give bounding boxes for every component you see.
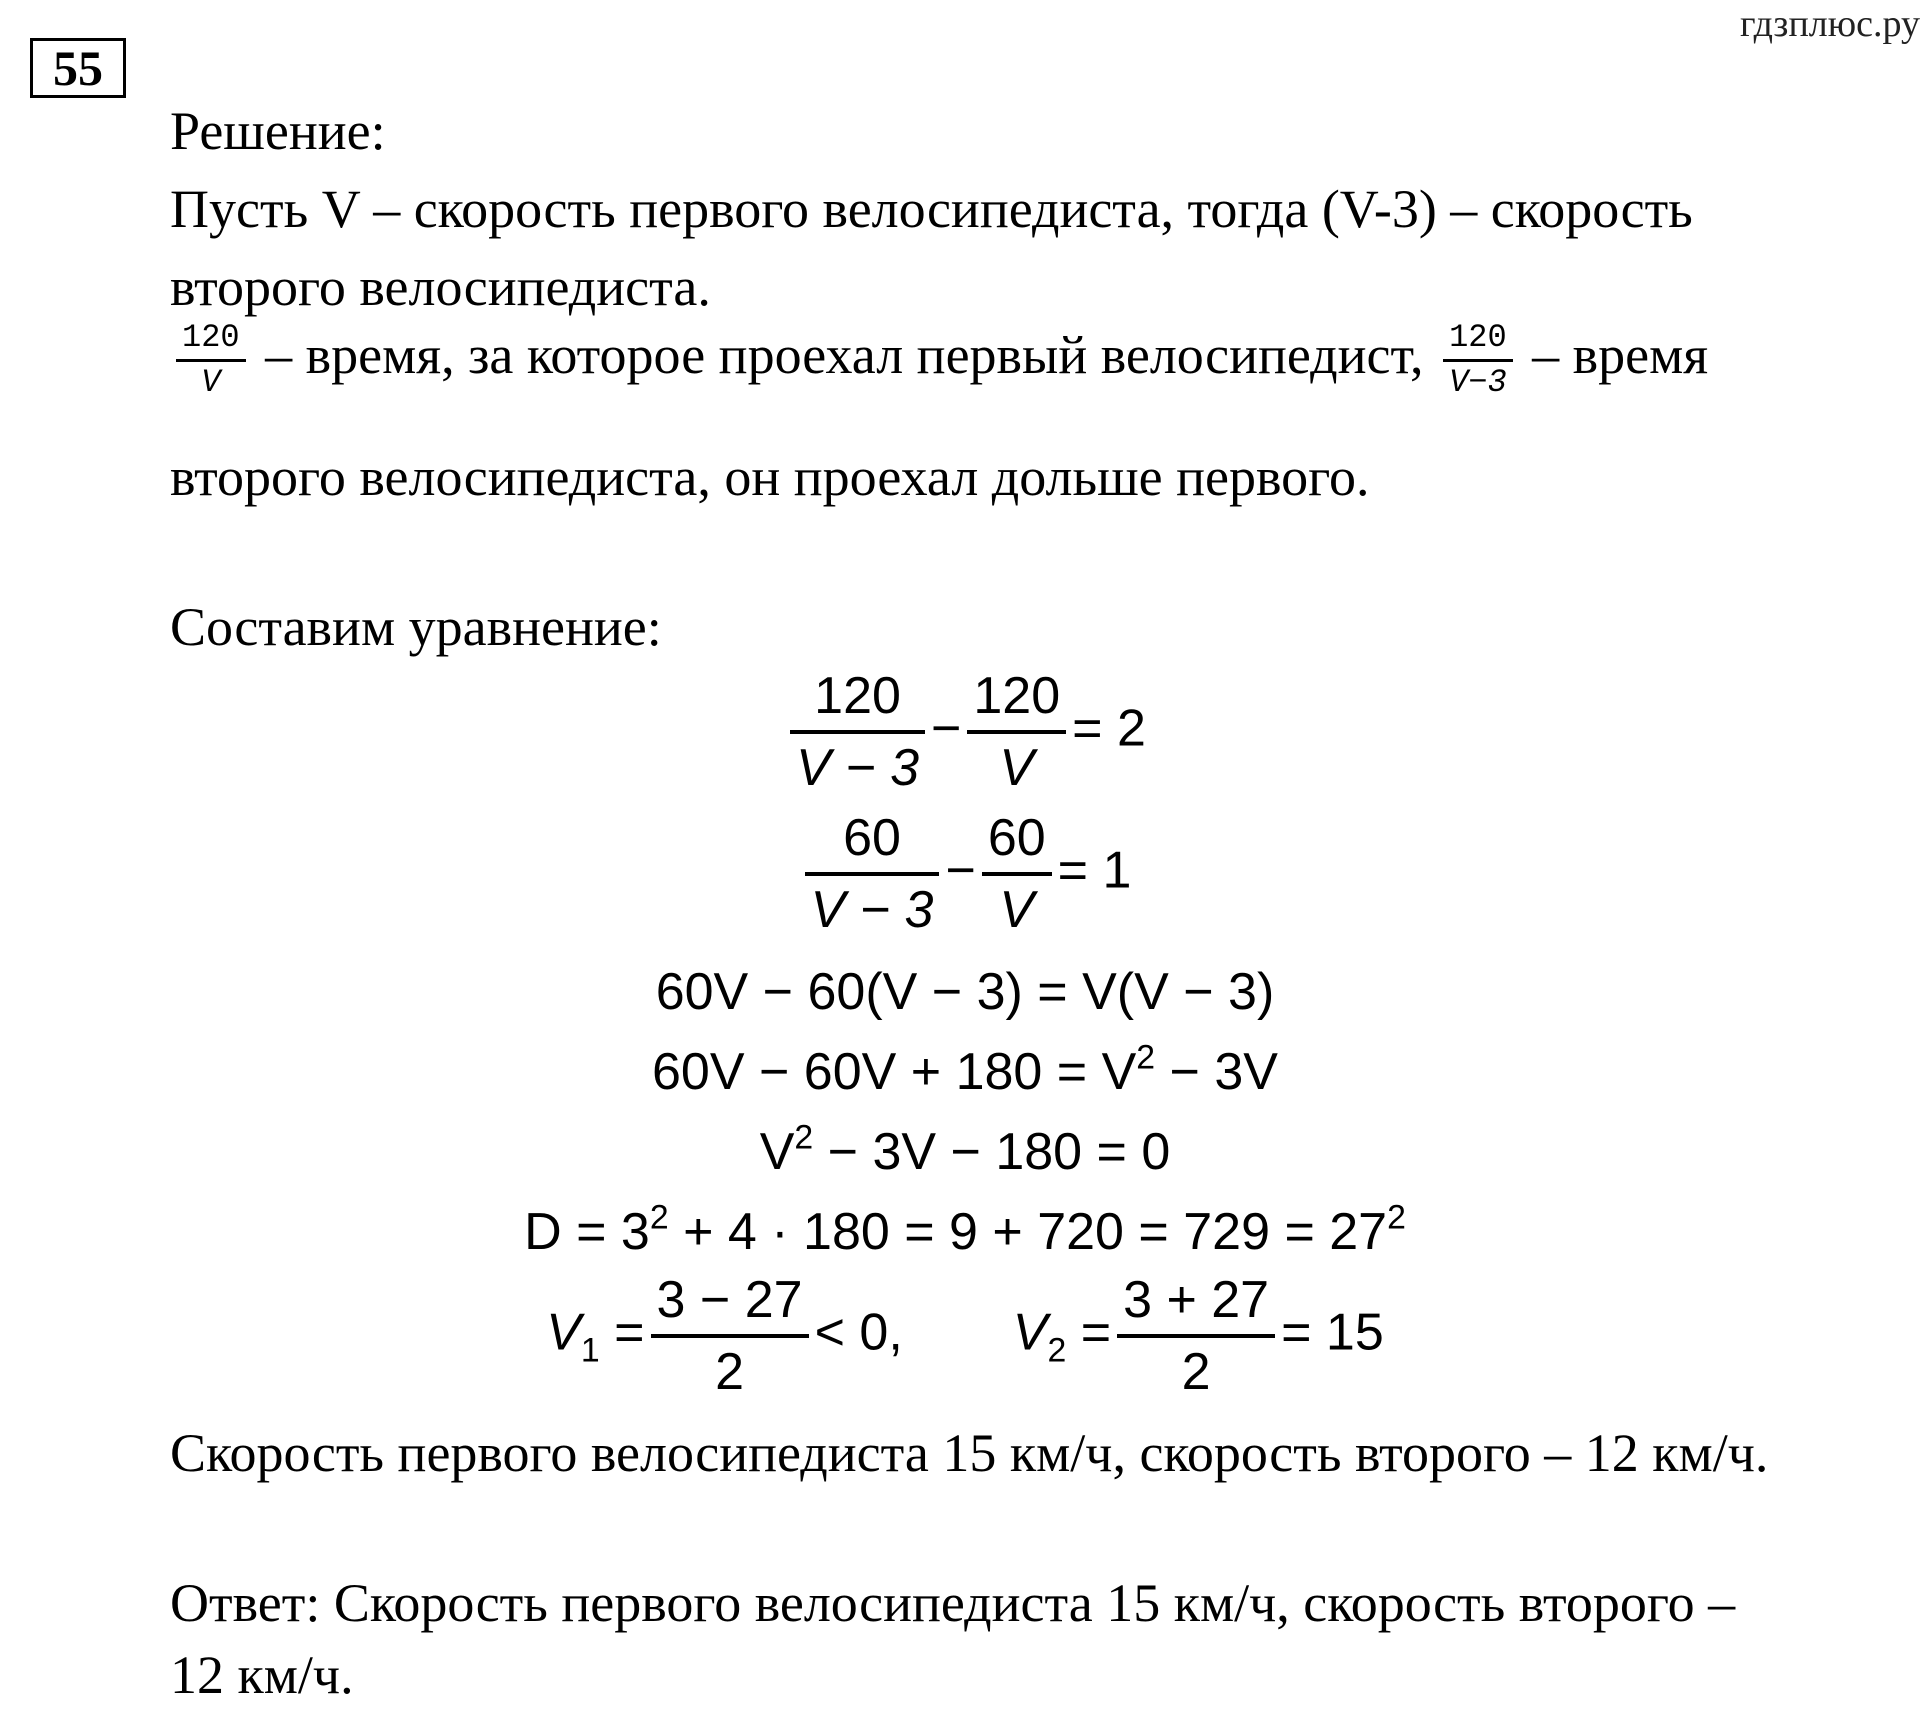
equation-1-fraction-2	[967, 667, 1066, 797]
equation-5-left: V	[759, 1123, 795, 1181]
paragraph-1-line-2: второго велосипедиста.	[170, 257, 711, 317]
exponent: 2	[794, 1118, 814, 1157]
equals-sign: =	[614, 1303, 645, 1362]
root-2-tail: = 15	[1281, 1303, 1384, 1362]
equation-3: 60V − 60(V − 3) = V(V − 3)	[655, 963, 1275, 1021]
root-1-fraction	[651, 1271, 809, 1401]
minus-sign: −	[945, 841, 976, 900]
exponent: 2	[1136, 1038, 1156, 1077]
root-1-tail: < 0,	[814, 1303, 903, 1362]
equation-6-discriminant	[0, 1198, 1930, 1261]
equation-1-fraction-1	[790, 667, 925, 797]
exponent: 2	[649, 1198, 669, 1237]
equation-intro: Составим уравнение:	[170, 597, 662, 657]
numerator: 3 + 27	[1123, 1271, 1270, 1329]
equation-7-roots	[0, 1271, 1930, 1401]
fraction-time-first	[176, 319, 246, 401]
numerator: 120	[814, 667, 901, 725]
result-line: Скорость первого велосипедиста 15 км/ч, скорость второго – 12 км/ч.	[170, 1423, 1769, 1483]
denominator: V	[982, 872, 1052, 936]
numerator: 120	[973, 667, 1061, 725]
right-hand-side: = 2	[1072, 699, 1146, 758]
fraction-time-second	[1443, 319, 1513, 401]
root-2-symbol: V	[1012, 1303, 1048, 1362]
equation-2	[0, 809, 1930, 939]
answer-line-1: Ответ: Скорость первого велосипедиста 15 км/ч, скорость второго –	[170, 1573, 1736, 1633]
equation-5-right: − 3V − 180 = 0	[813, 1123, 1171, 1181]
equation-2-fraction-2	[982, 809, 1052, 939]
paragraph-2-middle: – время, за которое проехал первый велосипедист,	[251, 324, 1438, 385]
fraction-numerator: 120	[182, 319, 240, 356]
minus-sign: −	[931, 699, 962, 758]
numerator: 60	[843, 809, 901, 867]
subscript: 2	[1047, 1331, 1067, 1370]
right-hand-side: = 1	[1057, 841, 1132, 900]
paragraph-1-line-1: Пусть V – скорость первого велосипедиста, тогда (V-3) – скорость	[170, 179, 1693, 239]
subscript: 1	[580, 1331, 600, 1370]
equation-5	[0, 1118, 1930, 1181]
discriminant-part-b: + 4 · 180 = 9 + 720 = 729 = 27	[668, 1203, 1388, 1261]
denominator: V − 3	[805, 872, 940, 936]
denominator: 2	[651, 1334, 809, 1398]
numerator: 60	[987, 809, 1046, 867]
problem-number: 55	[53, 40, 103, 96]
equals-sign: =	[1080, 1303, 1112, 1362]
discriminant-part-a: D = 3	[524, 1203, 650, 1261]
numerator: 3 − 27	[656, 1271, 803, 1329]
root-2-fraction	[1117, 1271, 1275, 1401]
denominator: V	[967, 730, 1066, 794]
site-watermark: гдзплюс.ру	[1739, 3, 1920, 45]
paragraph-2-line-2: второго велосипедиста, он проехал дольше первого.	[170, 447, 1370, 507]
fraction-denominator: V	[176, 359, 246, 399]
denominator: 2	[1117, 1334, 1275, 1398]
problem-number-box	[30, 38, 126, 98]
equation-4	[0, 1038, 1930, 1101]
root-1-symbol: V	[546, 1303, 581, 1362]
exponent: 2	[1387, 1198, 1406, 1237]
fraction-numerator: 120	[1449, 319, 1507, 356]
equation-2-fraction-1	[805, 809, 940, 939]
fraction-denominator: V−3	[1443, 359, 1513, 399]
equation-1	[0, 667, 1930, 797]
paragraph-2-line-1	[170, 319, 1709, 401]
solution-heading: Решение:	[170, 101, 386, 161]
equation-4-right: − 3V	[1155, 1043, 1278, 1101]
paragraph-2-end: – время	[1518, 324, 1709, 385]
equation-4-left: 60V − 60V + 180 = V	[652, 1043, 1137, 1101]
denominator: V − 3	[790, 730, 925, 794]
answer-line-2: 12 км/ч.	[170, 1645, 354, 1705]
